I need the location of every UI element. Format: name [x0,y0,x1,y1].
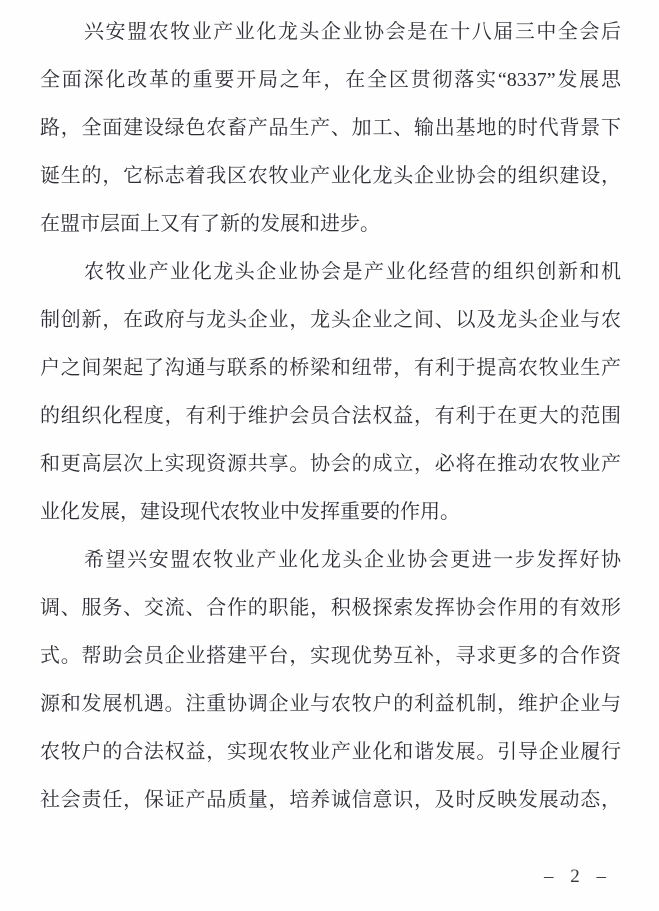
text-line: 在盟市层面上又有了新的发展和进步。 [40,213,380,235]
page-number: – 2 – [544,866,607,887]
text-line: 源和发展机遇。注重协调企业与农牧户的利益机制，维护企业与 [40,693,621,715]
text-line: 农牧户的合法权益，实现农牧业产业化和谐发展。引导企业履行 [40,741,621,763]
text-line: 和更高层次上实现资源共享。协会的成立，必将在推动农牧业产 [40,453,621,475]
text-line: 农牧业产业化龙头企业协会是产业化经营的组织创新和机 [84,261,621,283]
text-line: 诞生的，它标志着我区农牧业产业化龙头企业协会的组织建设， [40,165,621,187]
text-line: 兴安盟农牧业产业化龙头企业协会是在十八届三中全会后 [84,21,621,43]
text-line: 式。帮助会员企业搭建平台，实现优势互补，寻求更多的合作资 [40,645,621,667]
text-line: 希望兴安盟农牧业产业化龙头企业协会更进一步发挥好协 [84,549,621,571]
text-line: 户之间架起了沟通与联系的桥梁和纽带，有利于提高农牧业生产 [40,357,621,379]
document-body [40,8,621,824]
text-line: 的组织化程度，有利于维护会员合法权益，有利于在更大的范围 [40,405,621,427]
text-line: 调、服务、交流、合作的职能，积极探索发挥协会作用的有效形 [40,597,621,619]
text-line: 业化发展，建设现代农牧业中发挥重要的作用。 [40,501,460,523]
text-line: 社会责任，保证产品质量，培养诚信意识，及时反映发展动态， [40,789,621,811]
text-line: 路，全面建设绿色农畜产品生产、加工、输出基地的时代背景下 [40,117,621,139]
text-line: 全面深化改革的重要开局之年，在全区贯彻落实“8337”发展思 [40,69,621,91]
text-line: 制创新，在政府与龙头企业，龙头企业之间、以及龙头企业与农 [40,309,621,331]
